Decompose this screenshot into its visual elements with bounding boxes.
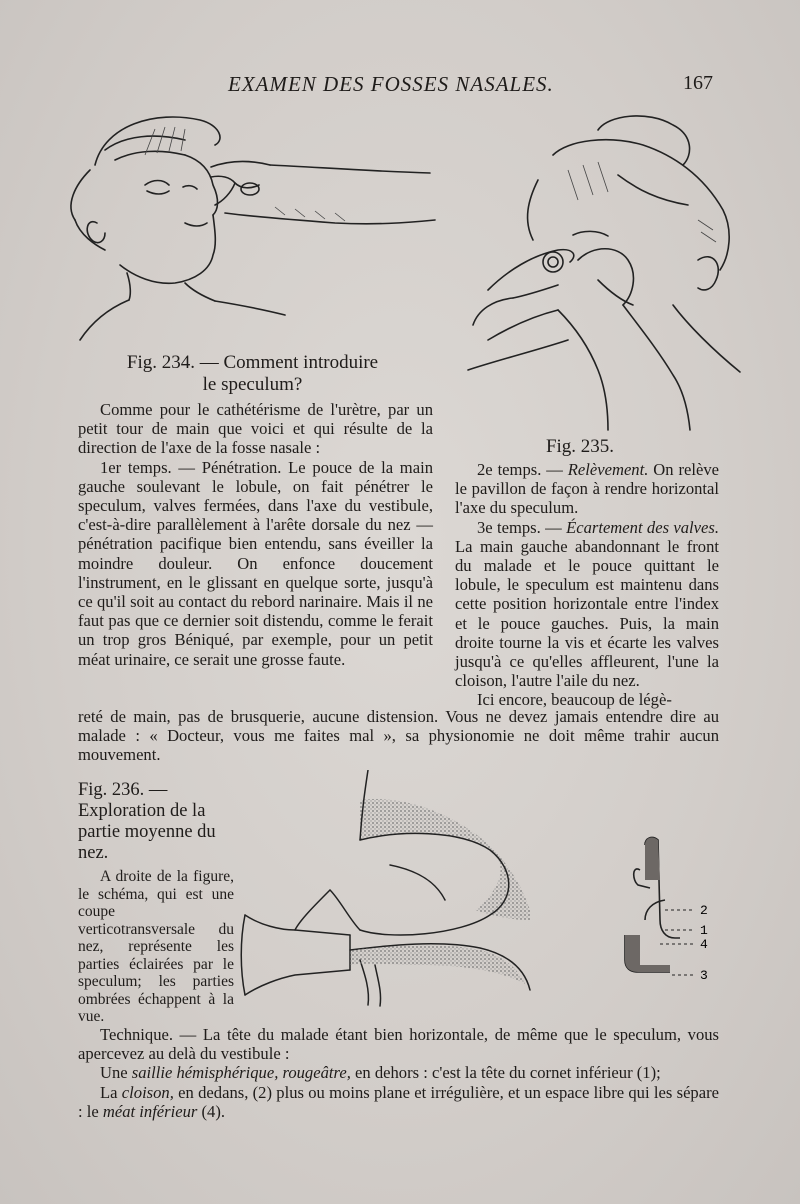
paragraph-gentle-hand: reté de main, pas de brusquerie, aucune distension. Vous ne devez jamais entendre dire au malade : « Docteur, vous me faites mal », sa physionomie ne doit même trahir aucun mouvement. [78,707,719,765]
paragraph-continuation-start: Ici encore, beaucoup de légè- [477,690,672,710]
fig-236-description [78,868,234,1026]
text-run: (4). [197,1101,226,1121]
schema-label-1: 1 [700,923,708,938]
emphasis: saillie hémisphérique, rougeâtre, [131,1063,351,1083]
text-run: en dehors : c'est la tête du cornet inférieur (1); [350,1063,661,1083]
paragraph-intro: Comme pour le cathétérisme de l'urètre, par un petit tour de main que voici et qui résulte de la direction de l'axe de la fosse nasale : [78,400,433,458]
text-run: en dedans, (2) plus ou moins plane et irrégulière, et un espace libre qui les sépare : le [78,1082,719,1121]
paragraph-first-step: 1er temps. — Pénétration. Le pouce de la main gauche soulevant le lobule, on fait pénétrer le speculum, valves fermées, dans l'axe du vestibule, c'est-à-dire parallèlement à l'arête dorsale du nez — pénétration pacifique bien entendu, sans éveiller la moindre douleur. On enfonce doucement l'instrument, en le glissant en quelque sorte, jusqu'à ce qu'il soit au contact du rebord narinaire. Mais il ne faut pas que ce dernier soit distendu, comme le ferait un trop gros Béniqué, par exemple, pour un petit méat urinaire, ce serait une grosse faute. [78,457,433,669]
fig-236-caption [78,780,228,864]
page-header [0,72,800,102]
fig-235-caption-text: Fig. 235. [545,436,615,457]
text-run: Une [100,1063,132,1083]
fig-236-caption-text: Fig. 236. — Exploration de la partie moyenne du nez. [78,780,216,863]
left-column [78,400,433,669]
step-label: 3e temps. — [477,517,567,537]
paragraph-cloison [78,1083,719,1121]
page-number: 167 [683,72,713,94]
fig-234-caption [80,352,425,396]
step-label: 2e temps. — [477,460,568,479]
text-run: La [100,1082,122,1102]
fig-236-description-text: A droite de la figure, le schéma, qui est une coupe verticotransversale du nez, représente les parties éclairées par le speculum; les parties ombrées échappent à la vue. [78,868,234,1025]
paragraph-second-step [455,460,719,518]
paragraph-third-step [455,518,719,691]
right-column [455,460,719,710]
schema-label-4: 4 [700,937,708,952]
step-title: Relèvement. [567,460,649,479]
paragraph-technique: Technique. — La tête du malade étant bien horizontale, de même que le speculum, vous apercevez au delà du vestibule : [78,1025,719,1064]
bottom-text [78,1025,719,1121]
fig-234-illustration [35,105,445,345]
fig-234-caption-line2: le speculum? [202,374,303,395]
fig-235-caption [520,436,640,458]
emphasis: méat inférieur [102,1101,198,1121]
fig-235-illustration [458,110,748,435]
step-title: Écartement des valves. [566,517,719,537]
step-text: On relève le pavillon de façon à rendre horizontal l'axe du speculum. [455,460,719,518]
paragraph-cornet [78,1063,719,1082]
schema-label-3: 3 [700,968,708,983]
fig-236-illustration [240,770,730,1020]
emphasis: cloison, [121,1082,174,1102]
fig-234-caption-line1: Fig. 234. — Comment introduire [126,352,379,373]
schema-label-2: 2 [700,903,708,918]
full-width-paragraph [78,707,719,765]
step-text: La main gauche abandonnant le front du malade et le pouce quittant le lobule, le speculum est maintenu dans cette position horizontale entre l'index et le pouce gauches. Puis, la main droite tourne la vis et écarte les valves jusqu'à ce qu'elles affleurent, l'une la cloison, l'autre l'aile du nez. [455,536,719,691]
running-title: EXAMEN DES FOSSES NASALES. [228,72,554,96]
